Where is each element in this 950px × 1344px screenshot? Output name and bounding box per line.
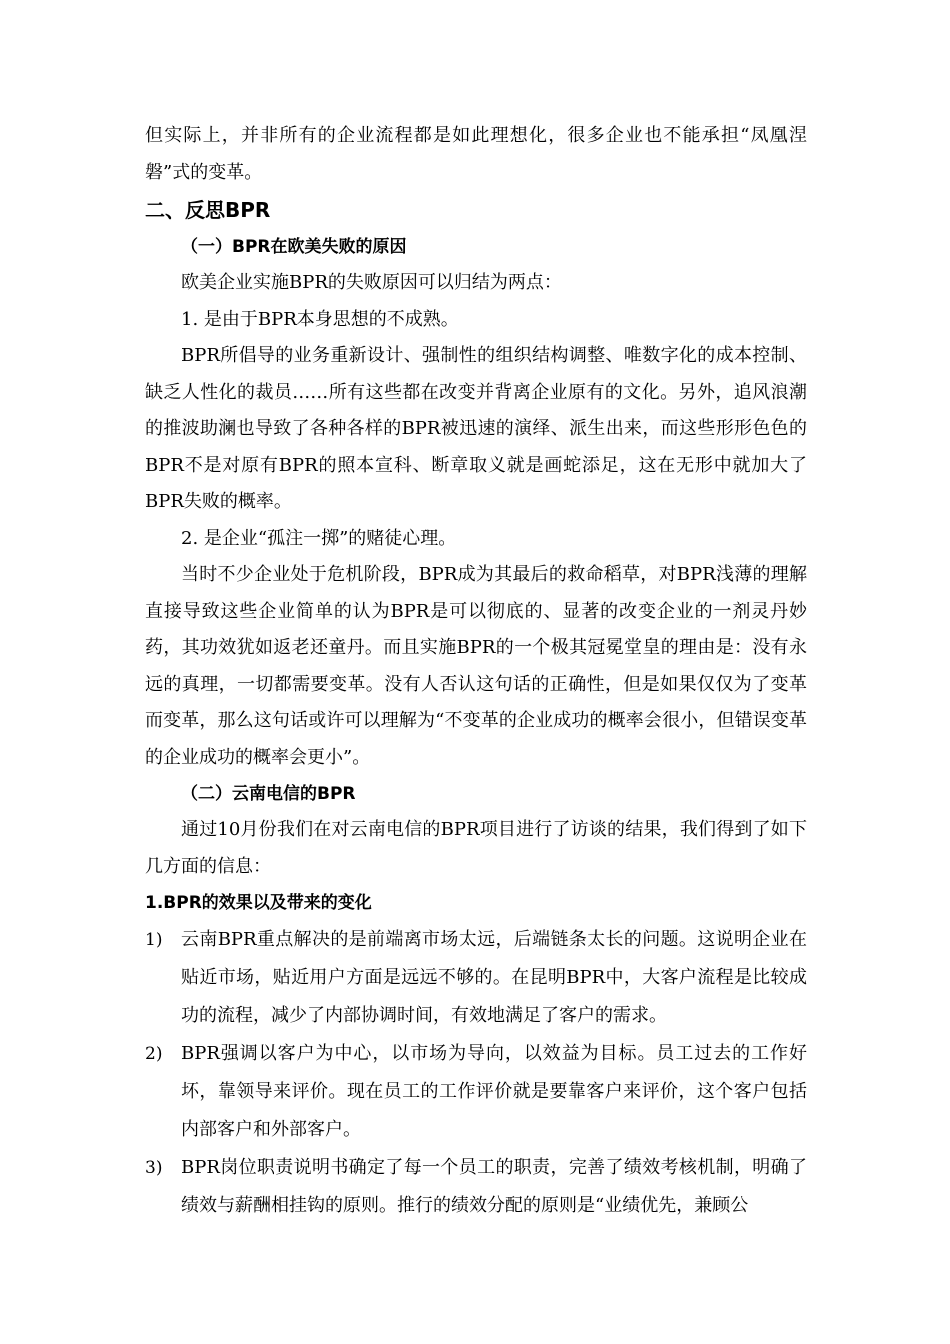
- yunnan-intro-paragraph: 通过10月份我们在对云南电信的BPR项目进行了访谈的结果，我们得到了如下几方面的信息：: [145, 819, 807, 877]
- list-item-marker: 3): [145, 1158, 163, 1178]
- section-heading-reflect-bpr: 二、反思BPR: [145, 198, 271, 222]
- failure-reason-2: 2. 是企业“孤注一掷”的赌徒心理。: [181, 527, 457, 549]
- list-item: [145, 1149, 807, 1225]
- subheading-yunnan-telecom-bpr: （二）云南电信的BPR: [181, 784, 356, 804]
- list-item-text: BPR岗位职责说明书确定了每一个员工的职责，完善了绩效考核机制，明确了绩效与薪酬相挂钩的原则。推行的绩效分配的原则是“业绩优先，兼顾公: [181, 1157, 807, 1216]
- list-item-text: BPR强调以客户为中心，以市场为导向，以效益为目标。员工过去的工作好坏，靠领导来评价。现在员工的工作评价就是要靠客户来评价，这个客户包括内部客户和外部客户。: [181, 1043, 807, 1140]
- failure-reason-1: 1. 是由于BPR本身思想的不成熟。: [181, 308, 459, 330]
- effects-list: [145, 921, 807, 1225]
- list-item: [145, 1035, 807, 1149]
- list-item-marker: 1): [145, 930, 163, 950]
- failure-reason-1-detail: BPR所倡导的业务重新设计、强制性的组织结构调整、唯数字化的成本控制、缺乏人性化的裁员……所有这些都在改变并背离企业原有的文化。另外，追风浪潮的推波助澜也导致了各种各样的BPR被迅速的演绎、派生出来，而这些形形色色的BPR不是对原有BPR的照本宣科、断章取义就是画蛇添足，这在无形中就加大了BPR失败的概率。: [145, 345, 807, 512]
- list-item-marker: 2): [145, 1044, 163, 1064]
- intro-paragraph: 但实际上，并非所有的企业流程都是如此理想化，很多企业也不能承担“凤凰涅磐”式的变革。: [145, 125, 807, 183]
- failure-summary-paragraph: 欧美企业实施BPR的失败原因可以归结为两点：: [181, 272, 562, 293]
- failure-reason-2-detail: 当时不少企业处于危机阶段，BPR成为其最后的救命稻草，对BPR浅薄的理解直接导致这些企业简单的认为BPR是可以彻底的、显著的改变企业的一剂灵丹妙药，其功效犹如返老还童丹。而且实施BPR的一个极其冠冕堂皇的理由是：没有永远的真理，一切都需要变革。没有人否认这句话的正确性，但是如果仅仅为了变革而变革，那么这句话或许可以理解为“不变革的企业成功的概率会很小，但错误变革的企业成功的概率会更小”。: [145, 564, 807, 768]
- list-item: [145, 921, 807, 1035]
- document-body: [145, 118, 807, 1225]
- list-item-text: 云南BPR重点解决的是前端离市场太远，后端链条太长的问题。这说明企业在贴近市场，贴近用户方面是远远不够的。在昆明BPR中，大客户流程是比较成功的流程，减少了内部协调时间，有效地满足了客户的需求。: [181, 929, 807, 1026]
- point-heading-bpr-effects: 1.BPR的效果以及带来的变化: [145, 893, 372, 913]
- subheading-bpr-failure-causes: （一）BPR在欧美失败的原因: [181, 237, 407, 257]
